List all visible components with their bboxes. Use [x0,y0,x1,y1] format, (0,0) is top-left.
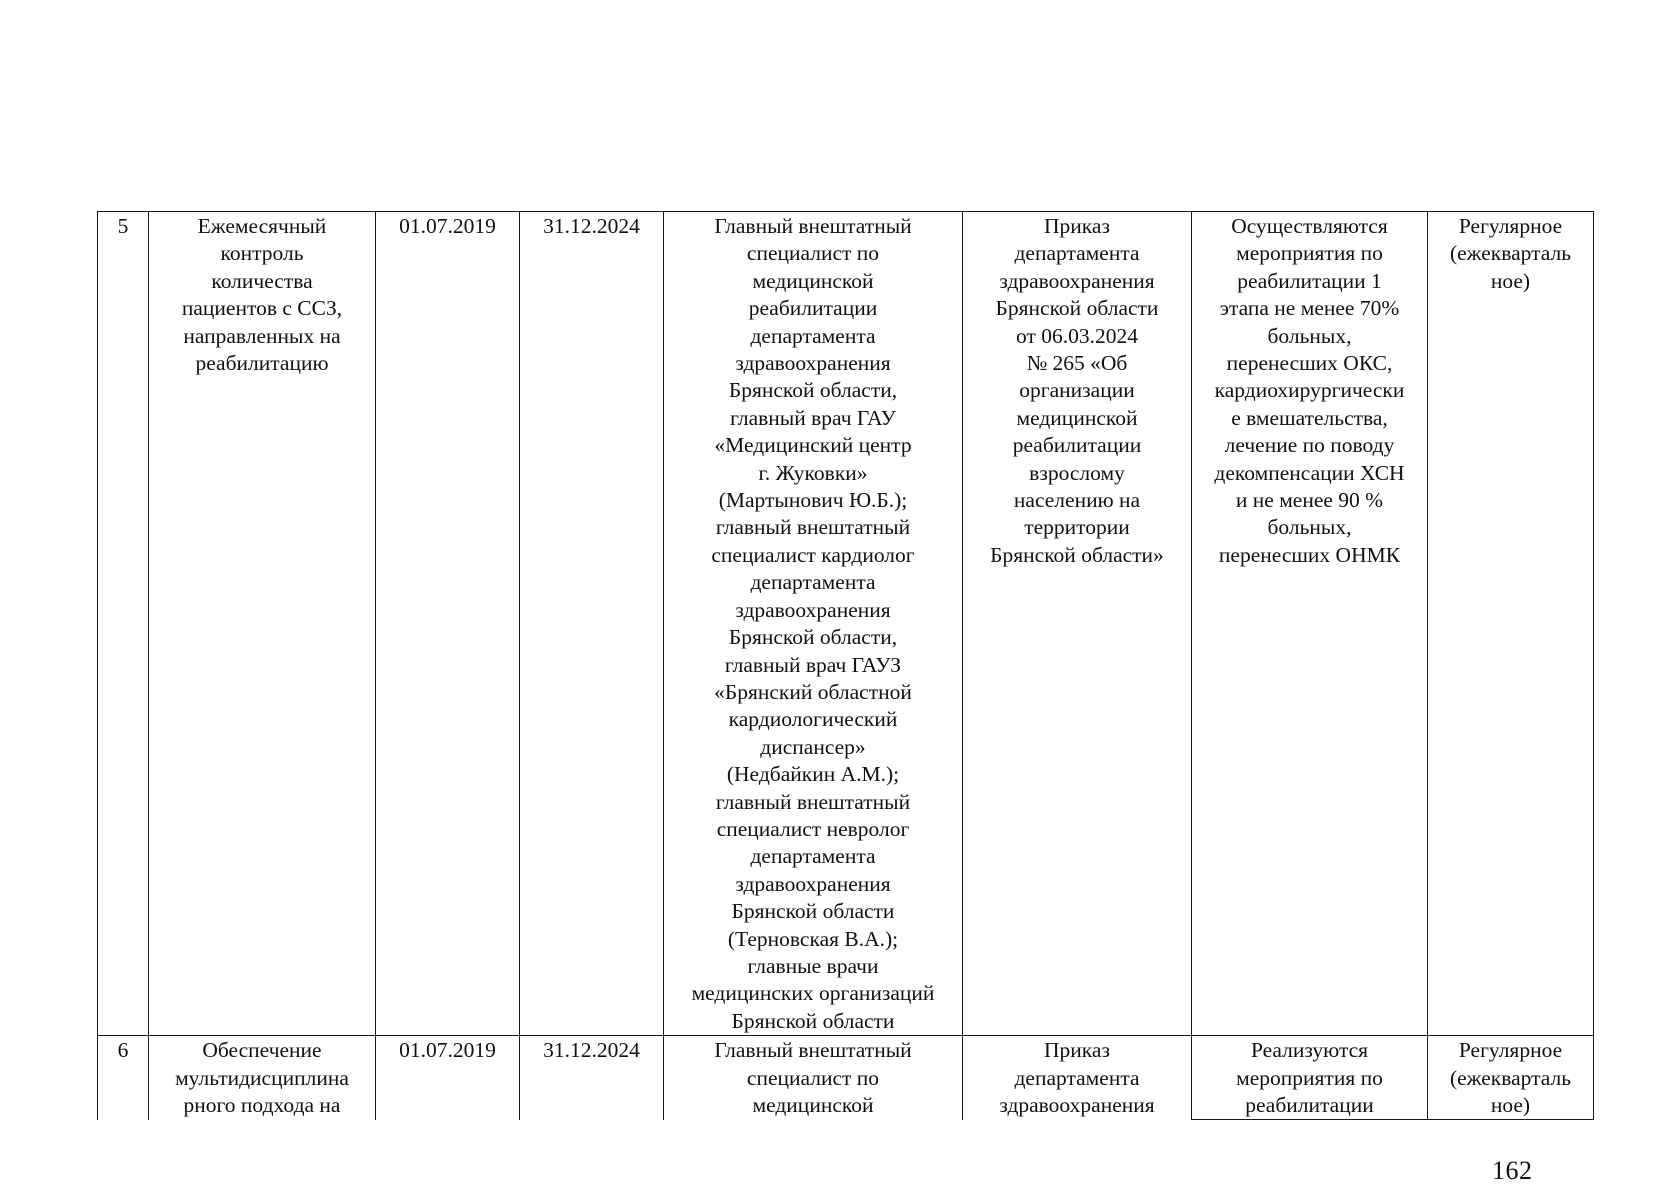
row-number-cell [98,212,149,1036]
end-date-cell [520,1036,664,1120]
page-number: 162 [1492,1156,1533,1185]
table-row [98,212,1594,1036]
periodicity-cell [1428,212,1594,1036]
result-text: Реализуются мероприятия по реабилитации [1236,1038,1383,1117]
result-cell [1192,212,1428,1036]
result-cell [1192,1036,1428,1120]
start-date: 01.07.2019 [399,214,496,238]
result-text: Осуществляются мероприятия по реабилитации 1 этапа не менее 70% больных, перенесших ОКС, кардиохирургически е вмешательства, лечение по поводу декомпенсации ХСН и не менее 90 % больных, перенесших ОНМК [1214,214,1405,567]
row-number: 5 [117,214,129,238]
measures-table [97,211,1594,1120]
start-date: 01.07.2019 [399,1038,496,1063]
responsible-text: Главный внештатный специалист по медицинской [714,1038,912,1117]
row-number-cell [98,1036,149,1120]
periodicity-cell [1428,1036,1594,1120]
event-cell [149,1036,376,1120]
start-date-cell [376,212,520,1036]
periodicity-text: Регулярное (ежекварталь ное) [1449,214,1572,293]
document-text: Приказ департамента здравоохранения Брянской области от 06.03.2024 № 265 «Об организации медицинской реабилитации взрослому населению на территории Брянской области» [990,214,1164,567]
end-date-cell [520,212,664,1036]
end-date: 31.12.2024 [543,214,640,238]
event-cell [149,212,376,1036]
start-date-cell [376,1036,520,1120]
periodicity-text: Регулярное (ежекварталь ное) [1449,1038,1572,1117]
end-date: 31.12.2024 [543,1038,640,1063]
document-text: Приказ департамента здравоохранения [999,1038,1155,1117]
responsible-text: Главный внештатный специалист по медицинской реабилитации департамента здравоохранения Брянской области, главный врач ГАУ «Медицинский центр г. Жуковки» (Мартынович Ю.Б.); главный внештатный специалист кардиолог департамента здравоохранения Брянской области, главный врач ГАУЗ «Брянский областной кардиологический диспансер» (Недбайкин А.М.); главный внештатный специалист невролог департамента здравоохранения Брянской области (Терновская В.А.); главные врачи медицинских организаций Брянской области [691,214,935,1033]
document-cell [963,212,1192,1036]
responsible-cell [664,1036,963,1120]
document-cell [963,1036,1192,1120]
event-text: Ежемесячный контроль количества пациентов с ССЗ, направленных на реабилитацию [181,214,343,376]
event-text: Обеспечение мультидисциплина рного подхода на [175,1038,349,1117]
table-row [98,1036,1594,1120]
row-number: 6 [117,1038,129,1063]
responsible-cell [664,212,963,1036]
